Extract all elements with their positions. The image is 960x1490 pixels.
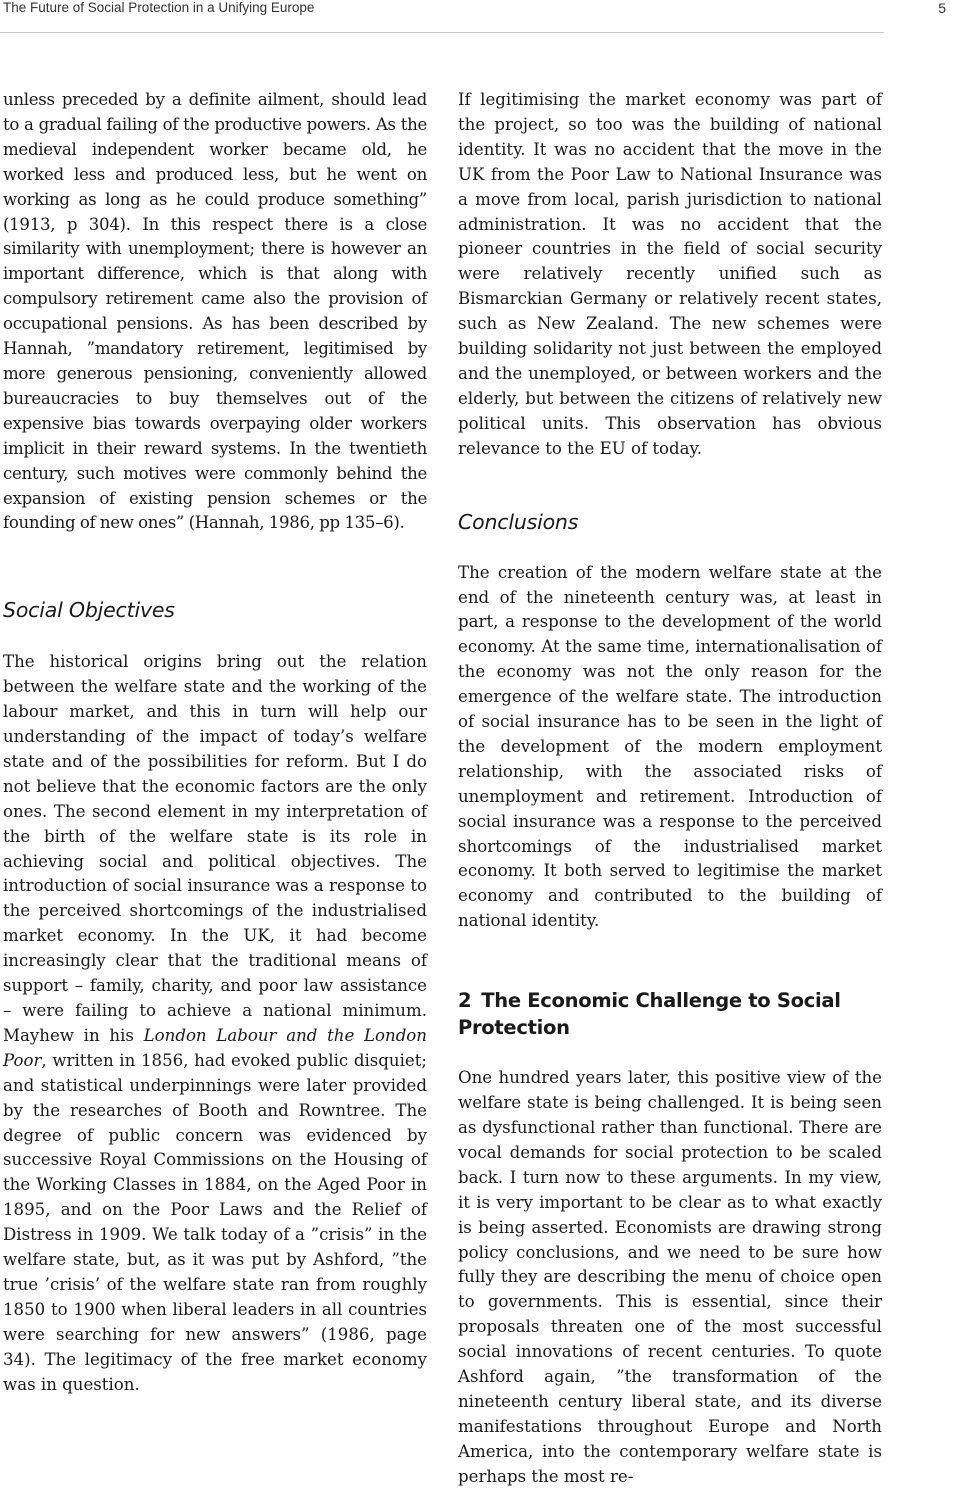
left-column xyxy=(3,88,427,1398)
running-header xyxy=(0,0,946,33)
paragraph-text: , written in 1856, had evoked public disquiet; and statistical underpinnings were later provided by the researches of Booth and Rowntree. The degree of public concern was evidenced by successive Royal Commissions on the Housing of the Working Classes in 1884, on the Aged Poor in 1895, and on the Poor Laws and the Relief of Distress in 1909. We talk today of a ”crisis” in the welfare state, but, as it was put by Ashford, ”the true ’crisis’ of the welfare state ran from roughly 1850 to 1900 when liberal leaders in all countries were searching for new answers” (1986, page 34). The legitimacy of the free market economy was in question. xyxy=(3,1050,427,1394)
section-title: The Economic Challenge to Social Protection xyxy=(458,989,841,1040)
section-heading-conclusions: Conclusions xyxy=(458,509,579,534)
body-paragraph: One hundred years later, this positive view of the welfare state is being challenged. It is being seen as dysfunctional rather than functional. There are vocal demands for social protection to be scaled back. I turn now to these arguments. In my view, it is very important to be clear as to what exactly is being asserted. Economists are drawing strong policy conclusions, and we need to be sure how fully they are describing the menu of choice open to governments. This is essential, since their proposals threaten one of the most successful social innovations of recent centuries. To quote Ashford again, ”the transformation of the nineteenth century liberal state, and its diverse manifestations throughout Europe and North America, into the contemporary welfare state is perhaps the most re- xyxy=(458,1068,882,1486)
book-title: London Labour and the London Poor xyxy=(3,1025,427,1070)
paragraph-text: The historical origins bring out the relation between the welfare state and the working of the labour market, and this in turn will help our understanding of the impact of today’s welfare state and of the possibilities for reform. But I do not believe that the economic factors are the only ones. The second element in my interpretation of the birth of the welfare state is its role in achieving social and political objectives. The introduction of social insurance was a response to the perceived shortcomings of the industrialised market economy. In the UK, it had become increasingly clear that the traditional means of support – family, charity, and poor law assistance – were failing to achieve a national minimum. Mayhew in his xyxy=(3,652,427,1045)
body-paragraph: If legitimising the market economy was part of the project, so too was the building of national identity. It was no accident that the move in the UK from the Poor Law to National Insurance was a move from local, parish jurisdiction to national administration. It was no accident that the pioneer countries in the field of social security were relatively recently unified such as Bismarckian Germany or relatively recent states, such as New Zealand. The new schemes were building solidarity not just between the employed and the unemployed, or between workers and the elderly, but between the citizens of relatively new political units. This observation has obvious relevance to the EU of today. xyxy=(458,90,882,458)
running-title: The Future of Social Protection in a Unifying Europe xyxy=(3,0,315,15)
section-heading-social-objectives: Social Objectives xyxy=(3,598,175,623)
right-column xyxy=(458,88,882,1490)
body-paragraph xyxy=(3,650,427,1397)
body-paragraph: The creation of the modern welfare state at the end of the nineteenth century was, at least in part, a response to the development of the world economy. At the same time, internationalisation of the economy was not the only reason for the emergence of the welfare state. The introduction of social insurance has to be seen in the light of the development of the modern employment relationship, with the associated risks of unemployment and retirement. Introduction of social insurance was a response to the perceived shortcomings of the industrialised market economy. It both served to legitimise the market economy and contributed to the building of national identity. xyxy=(458,562,882,931)
page-number: 5 xyxy=(938,0,946,16)
section-number: 2 xyxy=(458,989,472,1013)
body-paragraph: unless preceded by a definite ailment, should lead to a gradual failing of the productive powers. As the medieval independent worker became old, he worked less and produced less, but he went on working as long as he could produce something” (1913, p 304). In this respect there is a close similarity with unemployment; there is however an important difference, which is that along with compulsory retirement came also the provision of occupational pensions. As has been described by Hannah, ”mandatory retirement, legitimised by more generous pensioning, conveniently allowed bureaucracies to buy themselves out of the expensive bias towards overpaying older workers implicit in their reward systems. In the twentieth century, such motives were commonly behind the expansion of existing pension schemes or the founding of new ones” (Hannah, 1986, pp 135–6). xyxy=(3,90,427,533)
chapter-heading xyxy=(458,987,882,1041)
